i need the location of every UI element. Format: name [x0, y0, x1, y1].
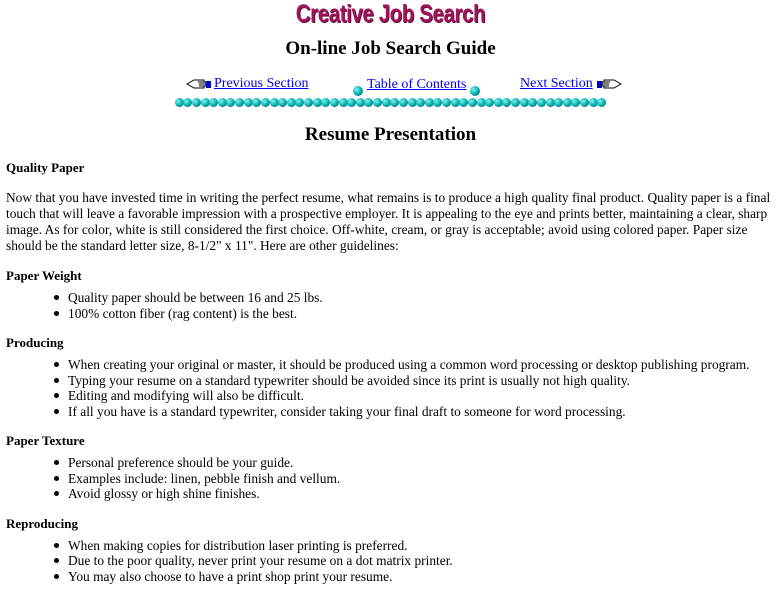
divider-ball-icon [321, 98, 330, 107]
table-of-contents-link[interactable]: Table of Contents [367, 77, 467, 92]
section-nav [6, 76, 775, 98]
next-section-link[interactable]: Next Section [520, 76, 593, 91]
divider-ball-icon [511, 98, 520, 107]
list-item: Avoid glossy or high shine finishes. [68, 486, 775, 502]
list-item: Personal preference should be your guide. [68, 455, 775, 471]
list-item: Quality paper should be between 16 and 25 lbs. [68, 290, 775, 306]
divider-ball-icon [304, 98, 313, 107]
divider-ball-icon [252, 98, 261, 107]
divider-ball-icon [235, 98, 244, 107]
bullet-ball-icon [353, 86, 363, 96]
list-item: Examples include: linen, pebble finish and vellum. [68, 471, 775, 487]
guideline-list [6, 455, 775, 502]
bullet-ball-icon [470, 86, 480, 96]
divider-ball-icon [416, 98, 425, 107]
divider-ball-line [6, 98, 775, 110]
divider-ball-icon [468, 98, 477, 107]
divider-ball-icon [399, 98, 408, 107]
divider-ball-icon [183, 98, 192, 107]
divider-ball-icon [580, 98, 589, 107]
section-heading: Quality Paper [6, 160, 85, 175]
divider-ball-icon [209, 98, 218, 107]
site-logo [6, 0, 775, 36]
page-title: Resume Presentation [304, 124, 477, 145]
site-subtitle: On-line Job Search Guide [285, 38, 496, 59]
divider-ball-icon [528, 98, 537, 107]
divider-ball-icon [347, 98, 356, 107]
nav-toc [353, 76, 480, 96]
divider-ball-icon [373, 98, 382, 107]
list-item: When creating your original or master, it should be produced using a common word processing or desktop publishing program. [68, 357, 775, 373]
hand-left-icon [186, 78, 210, 90]
section-heading: Producing [6, 335, 64, 350]
guideline-list [6, 357, 775, 419]
section-heading: Reproducing [6, 515, 78, 531]
divider-ball-icon [278, 98, 287, 107]
logo-text: Creative Job Search [295, 0, 486, 28]
nav-next [520, 76, 620, 92]
divider-ball-icon [554, 98, 563, 107]
guideline-list [6, 538, 775, 585]
nav-previous [186, 76, 309, 92]
divider-ball-icon [537, 98, 546, 107]
list-item: When making copies for distribution laser printing is preferred. [68, 538, 775, 554]
divider-ball-icon [442, 98, 451, 107]
list-item: Typing your resume on a standard typewriter should be avoided since its print is usually not high quality. [68, 373, 775, 389]
divider-ball-icon [597, 98, 606, 107]
section-heading: Paper Texture [6, 433, 85, 448]
divider-ball-icon [390, 98, 399, 107]
divider-ball-icon [459, 98, 468, 107]
divider-ball-icon [192, 98, 201, 107]
divider-ball-icon [261, 98, 270, 107]
list-item: If all you have is a standard typewriter, consider taking your final draft to someone for word processing. [68, 404, 775, 420]
divider-ball-icon [485, 98, 494, 107]
previous-section-link[interactable]: Previous Section [214, 76, 309, 91]
list-item: Editing and modifying will also be difficult. [68, 388, 775, 404]
guideline-list [6, 290, 775, 321]
section-heading: Paper Weight [6, 268, 82, 283]
list-item: 100% cotton fiber (rag content) is the best. [68, 306, 775, 322]
hand-right-icon [596, 78, 620, 90]
section-paragraph: Now that you have invested time in writing the perfect resume, what remains is to produce a high quality final product. Quality paper is a final touch that will leave a favorable impression with a prospective employer. It is appealing to the eye and prints better, maintaining a clear, sharp image. As for color, white is still considered the first choice. Off-white, cream, or gray is acceptable; avoid using colored paper. Paper size should be the standard letter size, 8-1/2" x 11". Here are other guidelines: [6, 190, 771, 253]
list-item: Due to the poor quality, never print your resume on a dot matrix printer. [68, 553, 775, 569]
divider-ball-icon [330, 98, 339, 107]
list-item: You may also choose to have a print shop print your resume. [68, 569, 775, 585]
